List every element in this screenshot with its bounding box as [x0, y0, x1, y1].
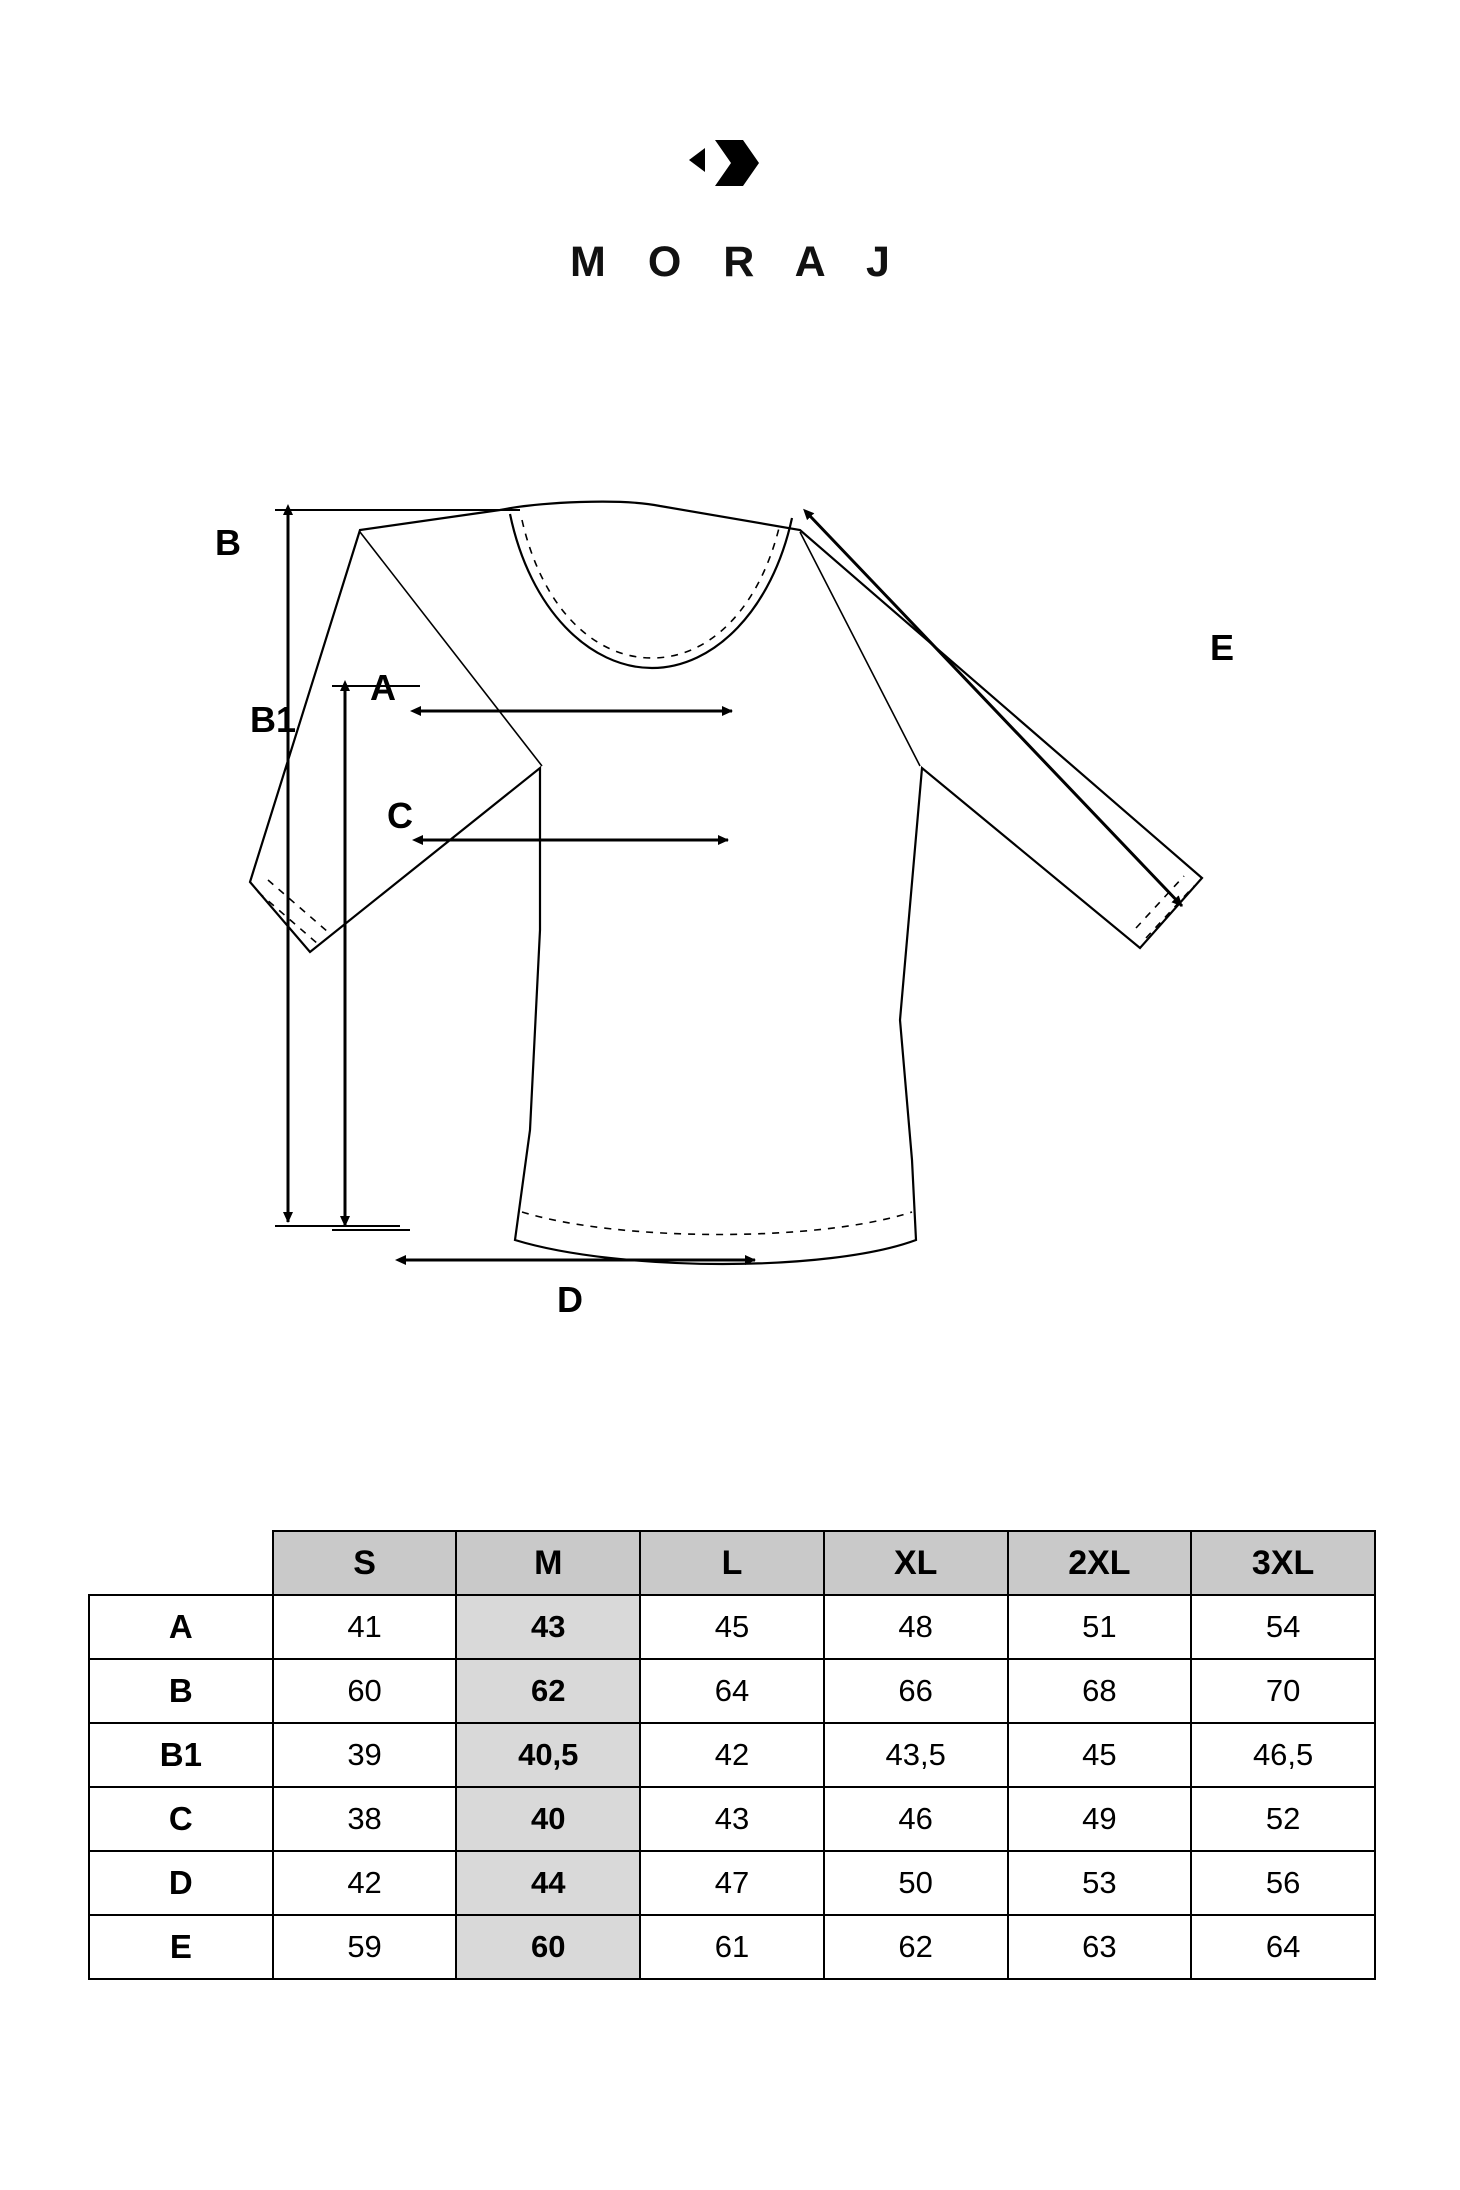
cell-e-l: 61	[640, 1915, 824, 1979]
cell-a-l: 45	[640, 1595, 824, 1659]
row-label-b1: B1	[89, 1723, 273, 1787]
cell-d-s: 42	[273, 1851, 457, 1915]
cell-e-2xl: 63	[1008, 1915, 1192, 1979]
label-b: B	[215, 522, 241, 563]
label-a: A	[370, 667, 396, 708]
cell-b-3xl: 70	[1191, 1659, 1375, 1723]
column-header-s: S	[273, 1531, 457, 1595]
cell-d-l: 47	[640, 1851, 824, 1915]
cell-e-xl: 62	[824, 1915, 1008, 1979]
cell-a-s: 41	[273, 1595, 457, 1659]
cell-e-s: 59	[273, 1915, 457, 1979]
cell-b1-m: 40,5	[456, 1723, 640, 1787]
row-label-b: B	[89, 1659, 273, 1723]
garment-diagram-svg	[60, 500, 1400, 1440]
measure-b1	[250, 686, 420, 1230]
table-row	[89, 1659, 1375, 1723]
label-b1: B1	[250, 699, 297, 740]
row-label-e: E	[89, 1915, 273, 1979]
cell-c-m: 40	[456, 1787, 640, 1851]
cell-c-l: 43	[640, 1787, 824, 1851]
cell-c-2xl: 49	[1008, 1787, 1192, 1851]
cell-d-xl: 50	[824, 1851, 1008, 1915]
cell-a-xl: 48	[824, 1595, 1008, 1659]
cell-b1-2xl: 45	[1008, 1723, 1192, 1787]
moraj-chevron-logo-icon	[685, 130, 775, 200]
row-label-d: D	[89, 1851, 273, 1915]
measure-a	[370, 667, 732, 711]
cell-b1-l: 42	[640, 1723, 824, 1787]
cell-c-3xl: 52	[1191, 1787, 1375, 1851]
table-row	[89, 1851, 1375, 1915]
column-header-m: M	[456, 1531, 640, 1595]
column-header-2xl: 2XL	[1008, 1531, 1192, 1595]
table-row	[89, 1723, 1375, 1787]
cell-c-xl: 46	[824, 1787, 1008, 1851]
measure-b	[215, 510, 520, 1226]
measure-d	[405, 1260, 755, 1320]
row-label-a: A	[89, 1595, 273, 1659]
cell-b-2xl: 68	[1008, 1659, 1192, 1723]
cell-c-s: 38	[273, 1787, 457, 1851]
cell-b-m: 62	[456, 1659, 640, 1723]
table-header-row	[89, 1531, 1375, 1595]
cell-b1-s: 39	[273, 1723, 457, 1787]
measure-c	[387, 795, 728, 840]
table-row	[89, 1595, 1375, 1659]
cell-d-m: 44	[456, 1851, 640, 1915]
cell-a-m: 43	[456, 1595, 640, 1659]
garment-outline	[250, 502, 1202, 1264]
cell-d-3xl: 56	[1191, 1851, 1375, 1915]
cell-b1-xl: 43,5	[824, 1723, 1008, 1787]
table-row	[89, 1787, 1375, 1851]
label-e: E	[1210, 627, 1235, 668]
size-table-wrapper	[88, 1530, 1376, 1980]
column-header-3xl: 3XL	[1191, 1531, 1375, 1595]
cell-b-xl: 66	[824, 1659, 1008, 1723]
label-c: C	[387, 795, 413, 836]
column-header-l: L	[640, 1531, 824, 1595]
cell-d-2xl: 53	[1008, 1851, 1192, 1915]
cell-e-3xl: 64	[1191, 1915, 1375, 1979]
cell-a-3xl: 54	[1191, 1595, 1375, 1659]
table-row	[89, 1915, 1375, 1979]
label-d: D	[557, 1279, 583, 1320]
row-label-c: C	[89, 1787, 273, 1851]
cell-b1-3xl: 46,5	[1191, 1723, 1375, 1787]
cell-b-s: 60	[273, 1659, 457, 1723]
measure-e	[810, 516, 1234, 906]
cell-a-2xl: 51	[1008, 1595, 1192, 1659]
table-corner-cell	[89, 1531, 273, 1595]
brand-name: M O R A J	[570, 238, 905, 286]
brand-header	[0, 130, 1460, 287]
size-table	[88, 1530, 1376, 1980]
column-header-xl: XL	[824, 1531, 1008, 1595]
garment-diagram	[60, 500, 1400, 1440]
cell-e-m: 60	[456, 1915, 640, 1979]
cell-b-l: 64	[640, 1659, 824, 1723]
